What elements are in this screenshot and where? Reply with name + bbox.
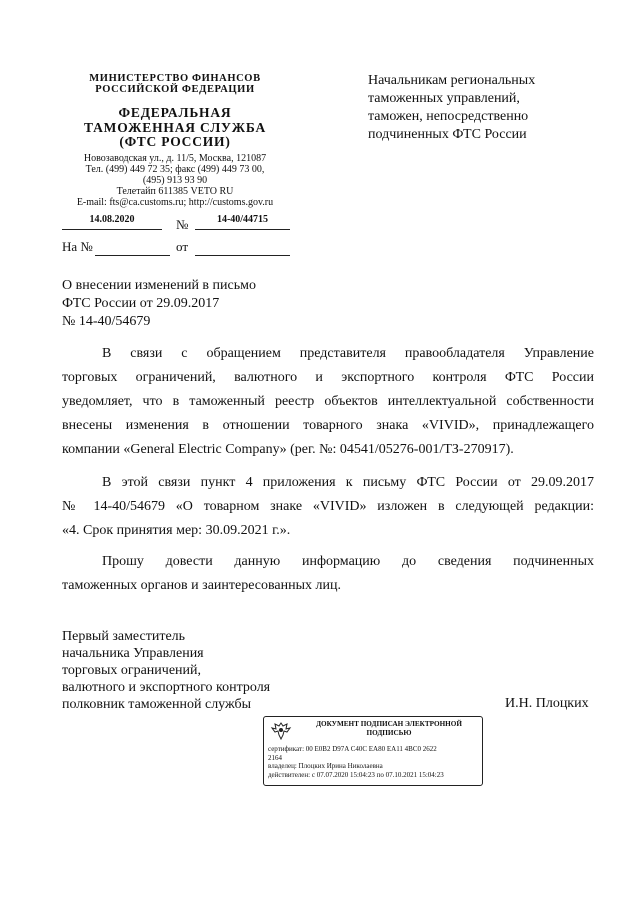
reg-date-field <box>62 214 162 230</box>
reg-date: 14.08.2020 <box>89 214 135 225</box>
ministry-name <box>55 73 295 95</box>
signature-line-3: торговых ограничений, <box>62 663 202 678</box>
signature-line-4: валютного и экспортного контроля <box>62 680 271 695</box>
service-name <box>55 106 295 150</box>
address-line-2: Тел. (499) 449 72 35; факс (499) 449 73 00, <box>85 164 265 175</box>
stamp-valid: действителен: с 07.07.2020 15:04:23 по 07.10.2021 15:04:23 <box>268 770 444 779</box>
e-signature-stamp <box>263 716 483 786</box>
recipient-line-1: Начальникам региональных <box>368 73 536 88</box>
stamp-title-line-1: ДОКУМЕНТ ПОДПИСАН ЭЛЕКТРОННОЙ <box>316 720 462 728</box>
recipient-line-2: таможенных управлений, <box>368 91 520 106</box>
stamp-title-line-2: ПОДПИСЬЮ <box>366 728 412 737</box>
reg-number-sign: № <box>176 217 189 232</box>
address-line-1: Новозаводская ул., д. 11/5, Москва, 121087 <box>83 153 267 164</box>
recipient-line-3: таможен, непосредственно <box>368 109 529 124</box>
eagle-emblem-icon <box>270 721 292 741</box>
p1-line-4: внесены изменения в отношении товарного знака «VIVID», принадлежащего <box>62 418 594 433</box>
p2-line-1: В этой связи пункт 4 приложения к письму ФТС России от 29.09.2017 <box>102 475 594 490</box>
ref-number-line <box>95 240 170 256</box>
signature-line-5: полковник таможенной службы <box>62 697 252 712</box>
p2-line-2: № 14-40/54679 «О товарном знаке «VIVID» изложен в следующей редакции: <box>62 499 594 514</box>
p1-line-1: В связи с обращением представителя правообладателя Управление <box>102 346 594 361</box>
ref-label: На № <box>62 239 93 254</box>
recipient-block <box>368 72 608 144</box>
ministry-line-2: РОССИЙСКОЙ ФЕДЕРАЦИИ <box>95 84 255 95</box>
p3-line-2: таможенных органов и заинтересованных лиц. <box>62 578 341 593</box>
signature-line-2: начальника Управления <box>62 646 204 661</box>
ref-from-label: от <box>176 239 189 254</box>
stamp-cert-line-2: 2164 <box>268 753 282 762</box>
address-line-3: (495) 913 93 90 <box>142 175 208 186</box>
ministry-line-1: МИНИСТЕРСТВО ФИНАНСОВ <box>89 73 261 84</box>
signature-block <box>62 628 270 713</box>
p1-line-5: компании «General Electric Company» (рег. №: 04541/05276-001/ТЗ-270917). <box>62 442 514 457</box>
stamp-details <box>268 745 480 779</box>
address-line-5: E-mail: fts@ca.customs.ru; http://customs.gov.ru <box>76 197 274 208</box>
p1-line-2: торговых ограничений, валютного и экспортного контроля ФТС России <box>62 370 594 385</box>
service-line-3: (ФТС РОССИИ) <box>119 134 231 149</box>
stamp-owner: владелец: Плоцких Ирина Николаевна <box>268 762 383 771</box>
p1-line-3: уведомляет, что в таможенный реестр объектов интеллектуальной собственности <box>62 394 594 409</box>
address-line-4: Телетайп 611385 VETO RU <box>116 186 234 197</box>
subject-line-3: № 14-40/54679 <box>62 314 151 329</box>
service-line-1: ФЕДЕРАЛЬНАЯ <box>118 105 232 120</box>
signatory-name: И.Н. Плоцких <box>505 696 589 711</box>
service-line-2: ТАМОЖЕННАЯ СЛУЖБА <box>83 119 267 135</box>
stamp-title <box>300 720 478 737</box>
reg-number-field <box>195 214 290 230</box>
recipient-line-4: подчиненных ФТС России <box>368 127 527 142</box>
signature-line-1: Первый заместитель <box>62 629 186 644</box>
subject-line-1: О внесении изменений в письмо <box>62 278 256 293</box>
p3-line-1: Прошу довести данную информацию до сведения подчиненных <box>102 554 594 569</box>
ref-date-line <box>195 240 290 256</box>
reg-number: 14-40/44715 <box>216 214 269 225</box>
subject-line-2: ФТС России от 29.09.2017 <box>62 296 220 311</box>
subject-block <box>62 277 256 331</box>
address-block <box>55 153 295 208</box>
p2-line-3: «4. Срок принятия мер: 30.09.2021 г.». <box>62 523 291 538</box>
stamp-cert-line-1: сертификат: 00 E0B2 D97A C40C EA80 EA11 4BC0 2622 <box>268 745 437 753</box>
